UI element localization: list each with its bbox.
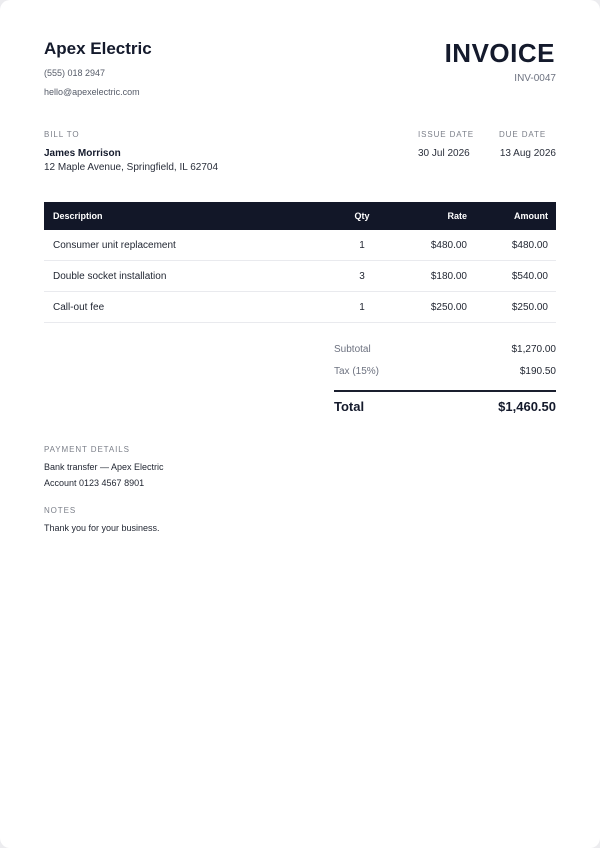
row-description: Consumer unit replacement [53, 239, 176, 251]
total-divider [334, 390, 556, 392]
payment-details-label: PAYMENT DETAILS [44, 445, 130, 454]
total-label: Total [334, 399, 365, 414]
issue-date-label: ISSUE DATE [418, 130, 474, 139]
header-rate: Rate [447, 211, 467, 221]
notes-label: NOTES [44, 506, 77, 515]
document-title: INVOICE [444, 38, 555, 68]
subtotal-value: $1,270.00 [511, 344, 556, 355]
company-phone: (555) 018 2947 [44, 68, 106, 78]
row-description: Call-out fee [53, 301, 105, 313]
table-header [44, 202, 556, 230]
table-row [44, 261, 556, 292]
issue-date-value: 30 Jul 2026 [418, 148, 470, 159]
row-description: Double socket installation [53, 270, 167, 282]
total-value: $1,460.50 [498, 399, 556, 414]
company-name: Apex Electric [44, 39, 152, 58]
table-row [44, 292, 556, 323]
invoice-number: INV-0047 [514, 73, 556, 84]
company-email: hello@apexelectric.com [44, 87, 140, 97]
subtotal-row [334, 344, 556, 355]
due-date-value: 13 Aug 2026 [499, 148, 556, 159]
bill-to-label: BILL TO [44, 130, 80, 139]
row-qty: 1 [359, 301, 365, 313]
client-name: James Morrison [44, 148, 121, 159]
payment-method: Bank transfer — Apex Electric [44, 462, 164, 472]
header-description: Description [53, 211, 103, 221]
row-qty: 3 [359, 270, 365, 282]
notes-text: Thank you for your business. [44, 523, 160, 533]
line-items-table [44, 202, 556, 323]
row-amount: $540.00 [511, 270, 548, 282]
row-rate: $250.00 [430, 301, 467, 313]
tax-label: Tax (15%) [334, 366, 380, 377]
due-date-label: DUE DATE [499, 130, 547, 139]
row-rate: $180.00 [430, 270, 467, 282]
row-amount: $480.00 [511, 239, 548, 251]
header-amount: Amount [514, 211, 548, 221]
row-amount: $250.00 [511, 301, 548, 313]
row-rate: $480.00 [430, 239, 467, 251]
header-qty: Qty [354, 211, 370, 221]
tax-row [334, 366, 556, 377]
total-row [334, 399, 556, 414]
tax-value: $190.50 [519, 366, 556, 377]
client-address: 12 Maple Avenue, Springfield, IL 62704 [44, 162, 219, 173]
table-row [44, 230, 556, 261]
row-qty: 1 [359, 239, 365, 251]
subtotal-label: Subtotal [334, 344, 371, 355]
payment-account: Account 0123 4567 8901 [44, 478, 145, 488]
